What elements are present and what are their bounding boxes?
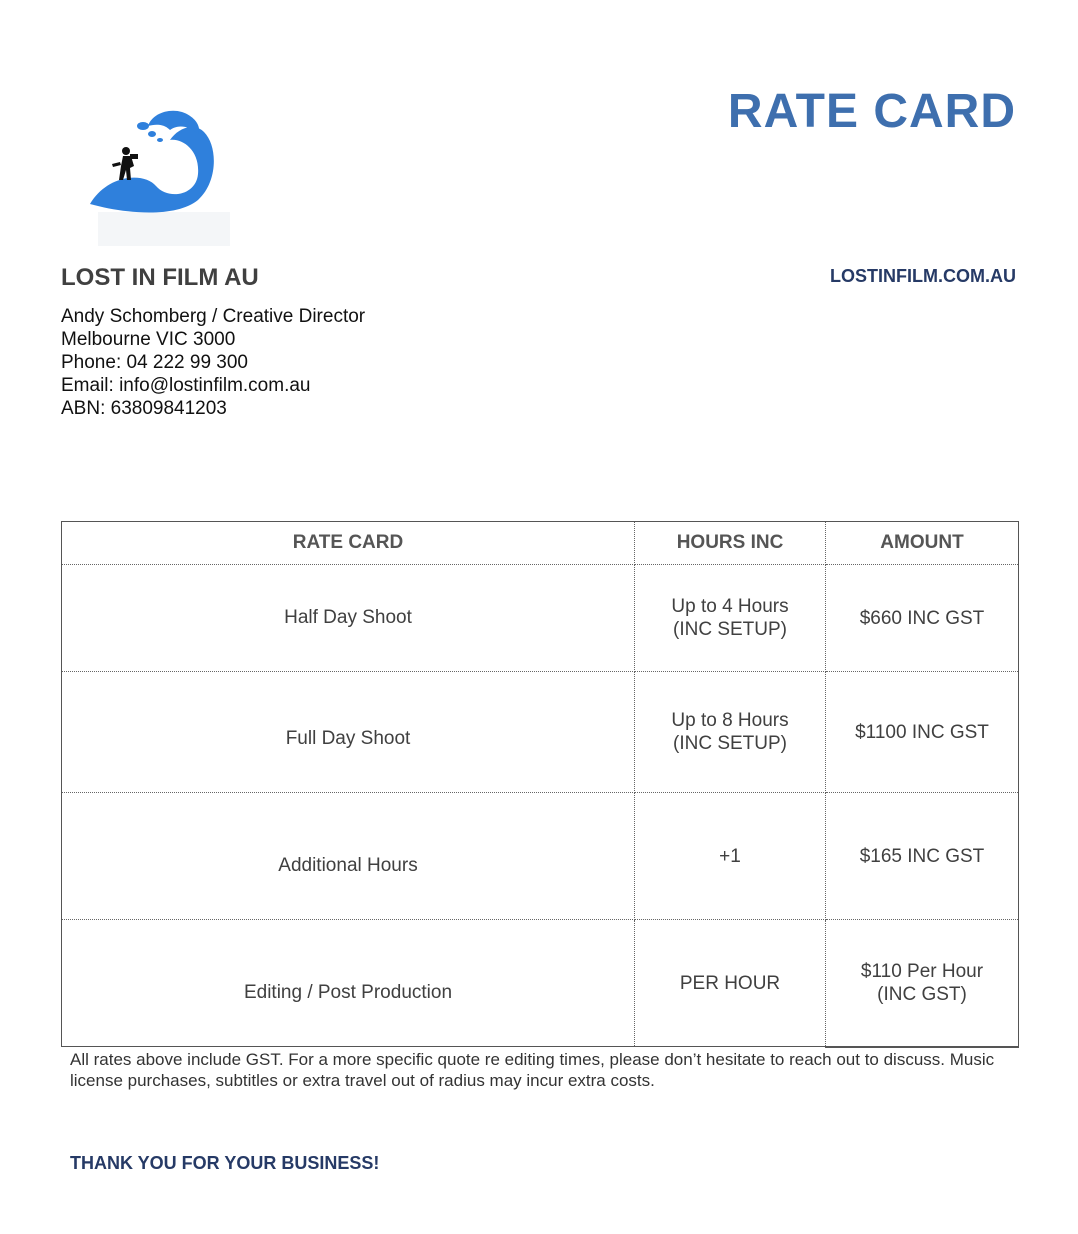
amount-line: $660 INC GST [859,607,985,629]
table-row [62,793,1019,920]
wave-filmmaker-logo-icon [86,104,236,249]
hours-cell [635,793,826,920]
rate-table [61,521,1019,1048]
contact-person: Andy Schomberg / Creative Director [61,306,366,327]
amount-cell [826,920,1019,1047]
header-amount: AMOUNT [826,522,1019,565]
header-hours: HOURS INC [635,522,826,565]
amount-line: (INC GST) [877,983,967,1005]
service-cell: Editing / Post Production [62,920,635,1047]
hours-cell [635,565,826,672]
amount-cell [826,793,1019,920]
table-row [62,672,1019,793]
hours-line: PER HOUR [679,972,781,994]
contact-email[interactable]: Email: info@lostinfilm.com.au [61,375,311,396]
company-logo [86,104,236,249]
contact-details [61,305,365,420]
rates-note: All rates above include GST. For a more specific quote re editing times, please don’t hesitate to reach out to discuss. Music license purchases, subtitles or extra travel out of radius may incur extra costs. [70,1050,995,1090]
service-cell: Half Day Shoot [62,565,635,672]
website-link[interactable]: LOSTINFILM.COM.AU [830,266,1016,286]
hours-line: Up to 8 Hours [671,710,789,731]
amount-cell [826,565,1019,672]
table-row [62,920,1019,1047]
amount-line: $165 INC GST [859,845,985,867]
hours-line: Up to 4 Hours [671,596,789,617]
contact-phone: Phone: 04 222 99 300 [61,352,249,373]
page-title: RATE CARD [727,85,1016,138]
amount-cell [826,672,1019,793]
header-service: RATE CARD [62,522,635,565]
hours-line: (INC SETUP) [673,619,787,640]
thank-you-message: THANK YOU FOR YOUR BUSINESS! [70,1153,380,1173]
amount-line: $1100 INC GST [855,721,989,743]
service-cell: Additional Hours [62,793,635,920]
hours-cell [635,672,826,793]
table-row [62,565,1019,672]
contact-abn: ABN: 63809841203 [61,398,227,419]
contact-location: Melbourne VIC 3000 [61,329,236,350]
amount-line: $110 Per Hour [860,960,984,982]
hours-cell [635,920,826,1047]
company-name: LOST IN FILM AU [61,264,259,291]
table-header-row [62,522,1019,565]
hours-line: (INC SETUP) [673,733,787,754]
service-cell: Full Day Shoot [62,672,635,793]
hours-line: +1 [719,845,741,867]
